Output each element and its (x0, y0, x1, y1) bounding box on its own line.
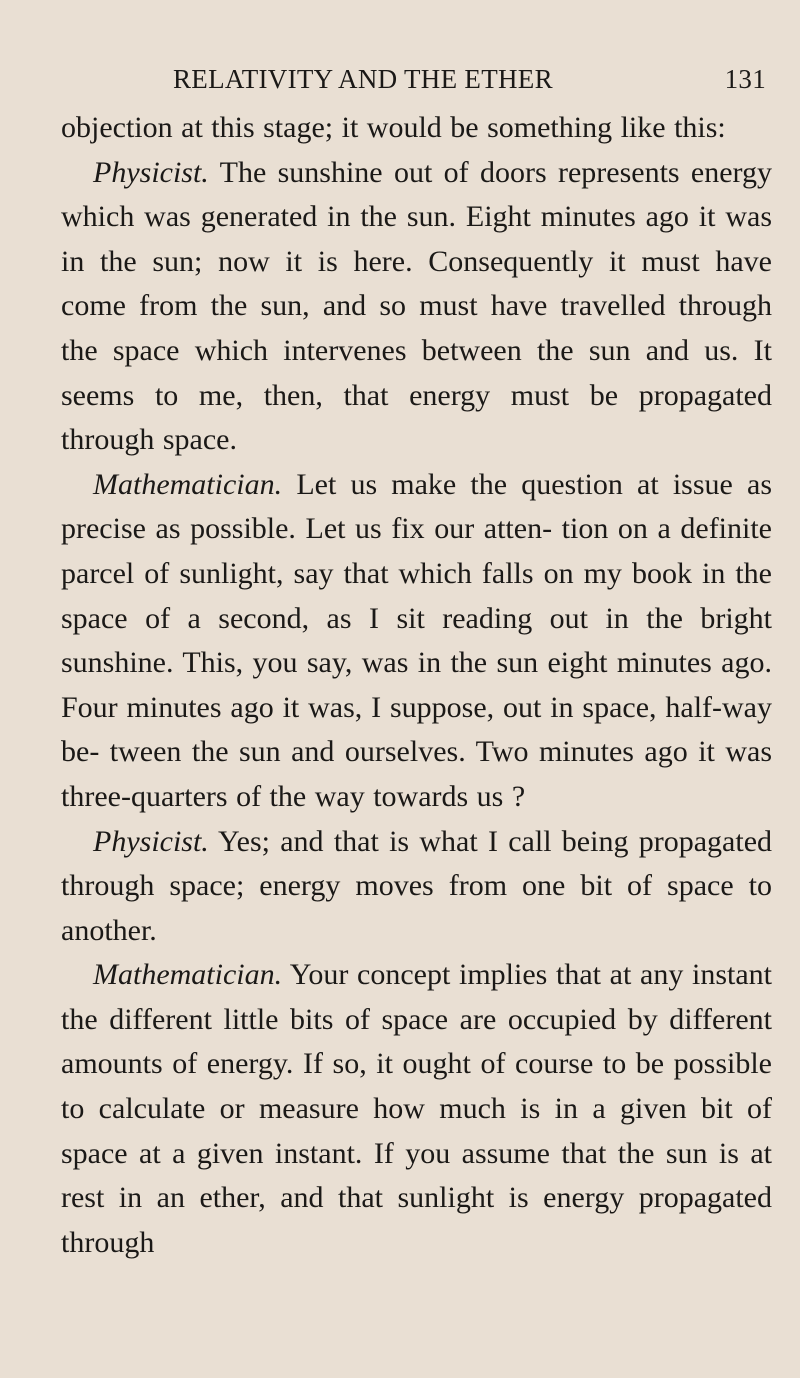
paragraph-text: The sunshine out of doors represents energy which was generated in the sun. Eight minutes ago it was in the sun; now it is here. Consequently it must have come from the sun, and so must have travelled through the space which intervenes between the sun and us. It seems to me, then, that energy must be propagated through space. (61, 155, 772, 457)
paragraph-text: Your concept implies that at any instant the different little bits of space are occupied by different amounts of energy. If so, it ought of course to be possible to calculate or measure how much is in a given bit of space at a given instant. If you assume that the sun is at rest in an ether, and that sunlight is energy propagated through (61, 958, 773, 1259)
speaker-name: Mathematician. (93, 467, 283, 501)
dialogue-paragraph-physicist (61, 151, 772, 463)
paragraph-text: Let us make the question at issue as precise as possible. Let us fix our atten- tion on a definite parcel of sunlight, say that which falls on my book in the space of a second, as I sit reading out in the bright sunshine. This, you say, was in the sun eight minutes ago. Four minutes ago it was, I suppose, out in space, half-way be- tween the sun and ourselves. Two minutes ago it was three-quarters of the way towards us ? (61, 467, 773, 813)
running-head (61, 56, 772, 106)
speaker-name: Mathematician. (93, 958, 283, 992)
dialogue-paragraph-mathematician (61, 463, 772, 820)
page-number: 131 (724, 64, 766, 94)
running-title: RELATIVITY AND THE ETHER (173, 64, 553, 94)
body-text (61, 106, 772, 1265)
paragraph-text: objection at this stage; it would be something like this: (61, 111, 726, 144)
paragraph-text: Yes; and that is what I call being propagated through space; energy moves from one bit of space to another. (61, 824, 773, 947)
dialogue-paragraph-mathematician (61, 953, 772, 1265)
speaker-name: Physicist. (93, 155, 209, 189)
dialogue-paragraph-physicist (61, 820, 772, 954)
speaker-name: Physicist. (93, 824, 209, 858)
paragraph-continuation (61, 106, 772, 151)
